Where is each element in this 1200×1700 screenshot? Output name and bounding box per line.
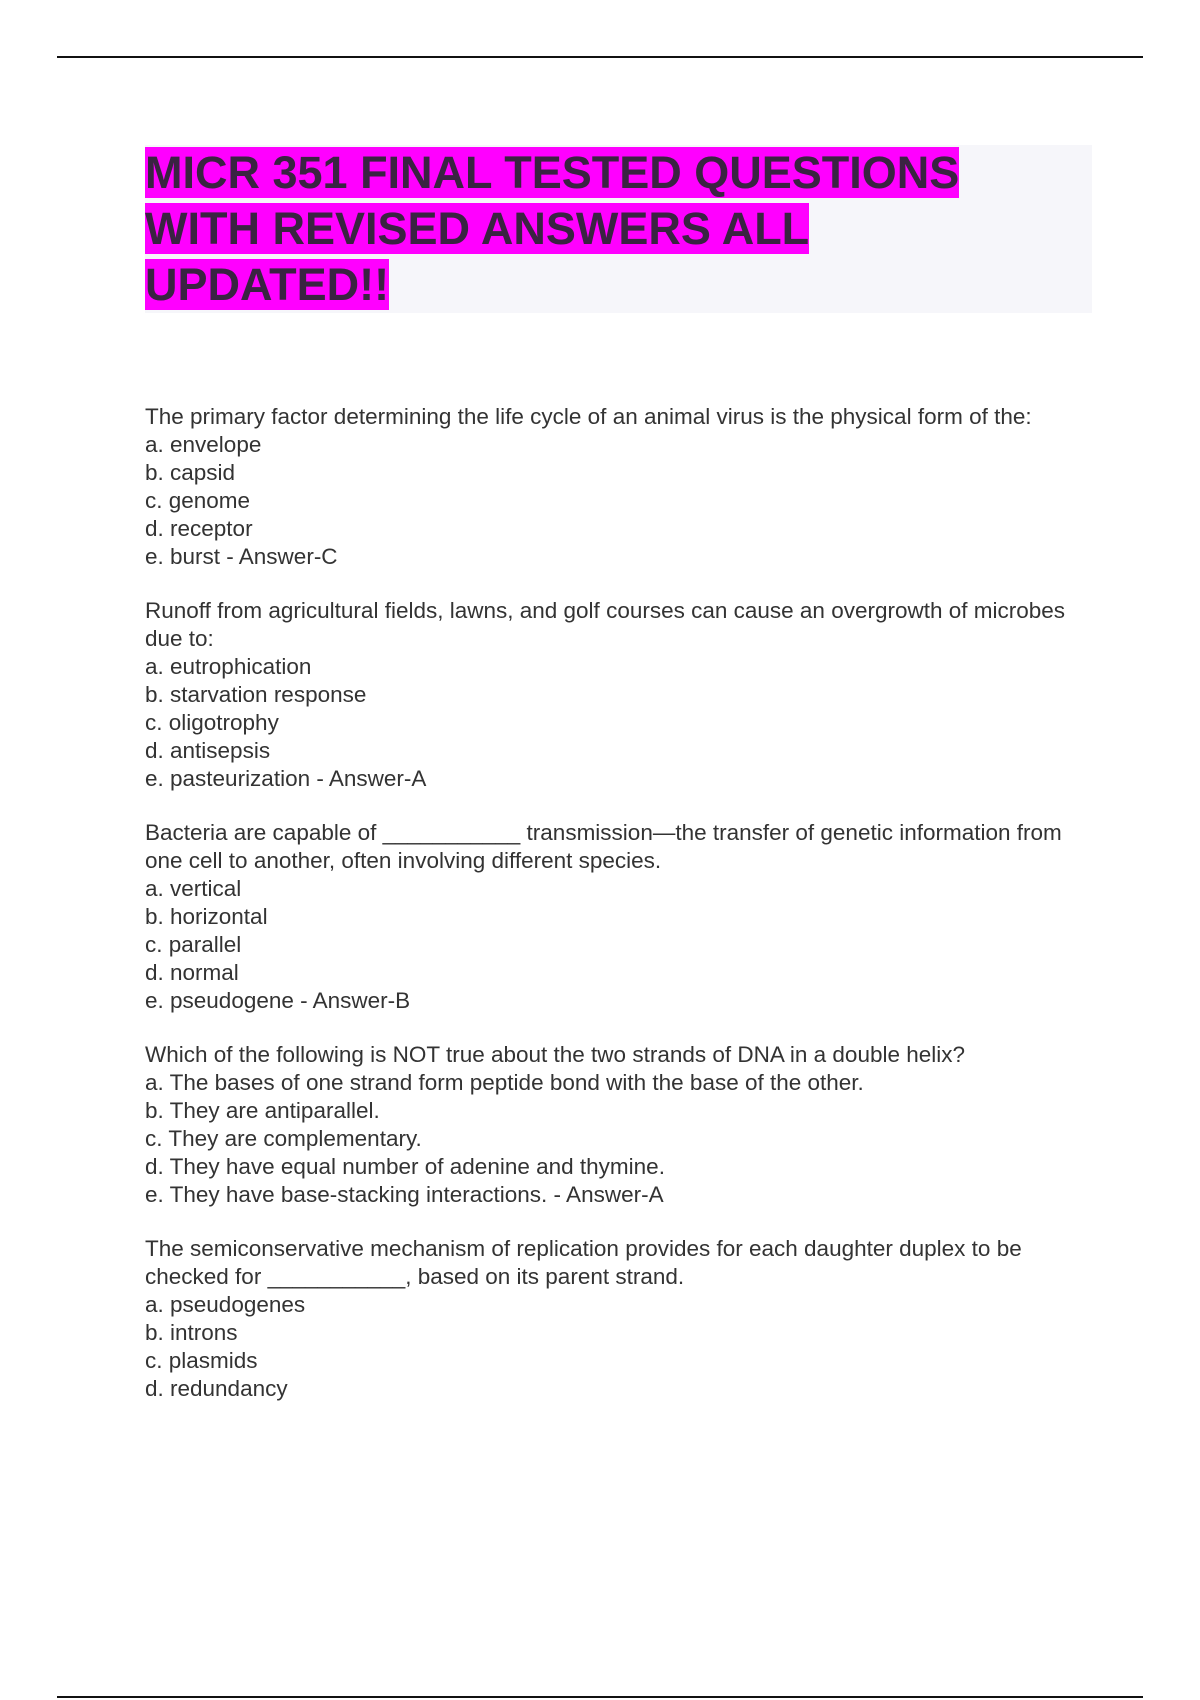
option-list [145, 1069, 1095, 1209]
question-list [145, 403, 1095, 1429]
question-stem: The semiconservative mechanism of replication provides for each daughter duplex to be checked for ___________, based on its parent strand. [145, 1236, 1022, 1289]
question-2 [145, 597, 1095, 793]
option-b: b. capsid [145, 460, 236, 485]
title-highlight: MICR 351 FINAL TESTED QUESTIONS WITH REVISED ANSWERS ALL UPDATED!! [145, 147, 960, 310]
option-d: d. redundancy [145, 1376, 288, 1401]
title-block [145, 145, 1092, 313]
option-c: c. plasmids [145, 1348, 258, 1373]
question-stem: Runoff from agricultural fields, lawns, and golf courses can cause an overgrowth of microbes due to: [145, 598, 1066, 651]
option-b: b. introns [145, 1320, 238, 1345]
option-a: a. The bases of one strand form peptide bond with the base of the other. [145, 1070, 864, 1095]
option-e-answer: e. burst - Answer-C [145, 544, 338, 569]
option-list [145, 1291, 1095, 1403]
document-title [145, 145, 1025, 313]
option-list [145, 431, 1095, 571]
option-c: c. oligotrophy [145, 710, 279, 735]
option-c: c. parallel [145, 932, 242, 957]
option-d: d. They have equal number of adenine and thymine. [145, 1154, 665, 1179]
option-e-answer: e. pseudogene - Answer-B [145, 988, 411, 1013]
bottom-rule [57, 1696, 1143, 1698]
option-e-answer: e. They have base-stacking interactions. - Answer-A [145, 1182, 664, 1207]
top-rule [57, 56, 1143, 58]
option-a: a. pseudogenes [145, 1292, 306, 1317]
option-c: c. They are complementary. [145, 1126, 422, 1151]
question-3 [145, 819, 1095, 1015]
question-5 [145, 1235, 1095, 1403]
option-d: d. antisepsis [145, 738, 271, 763]
question-stem: The primary factor determining the life cycle of an animal virus is the physical form of the: [145, 404, 1032, 429]
option-b: b. starvation response [145, 682, 367, 707]
option-a: a. vertical [145, 876, 242, 901]
question-1 [145, 403, 1095, 571]
option-e-answer: e. pasteurization - Answer-A [145, 766, 427, 791]
option-a: a. envelope [145, 432, 262, 457]
option-b: b. They are antiparallel. [145, 1098, 380, 1123]
question-stem: Which of the following is NOT true about the two strands of DNA in a double helix? [145, 1042, 966, 1067]
question-4 [145, 1041, 1095, 1209]
option-list [145, 653, 1095, 793]
option-c: c. genome [145, 488, 251, 513]
option-b: b. horizontal [145, 904, 268, 929]
option-d: d. receptor [145, 516, 253, 541]
option-d: d. normal [145, 960, 239, 985]
option-a: a. eutrophication [145, 654, 312, 679]
option-list [145, 875, 1095, 1015]
question-stem: Bacteria are capable of ___________ transmission—the transfer of genetic information from one cell to another, often involving different species. [145, 820, 1062, 873]
